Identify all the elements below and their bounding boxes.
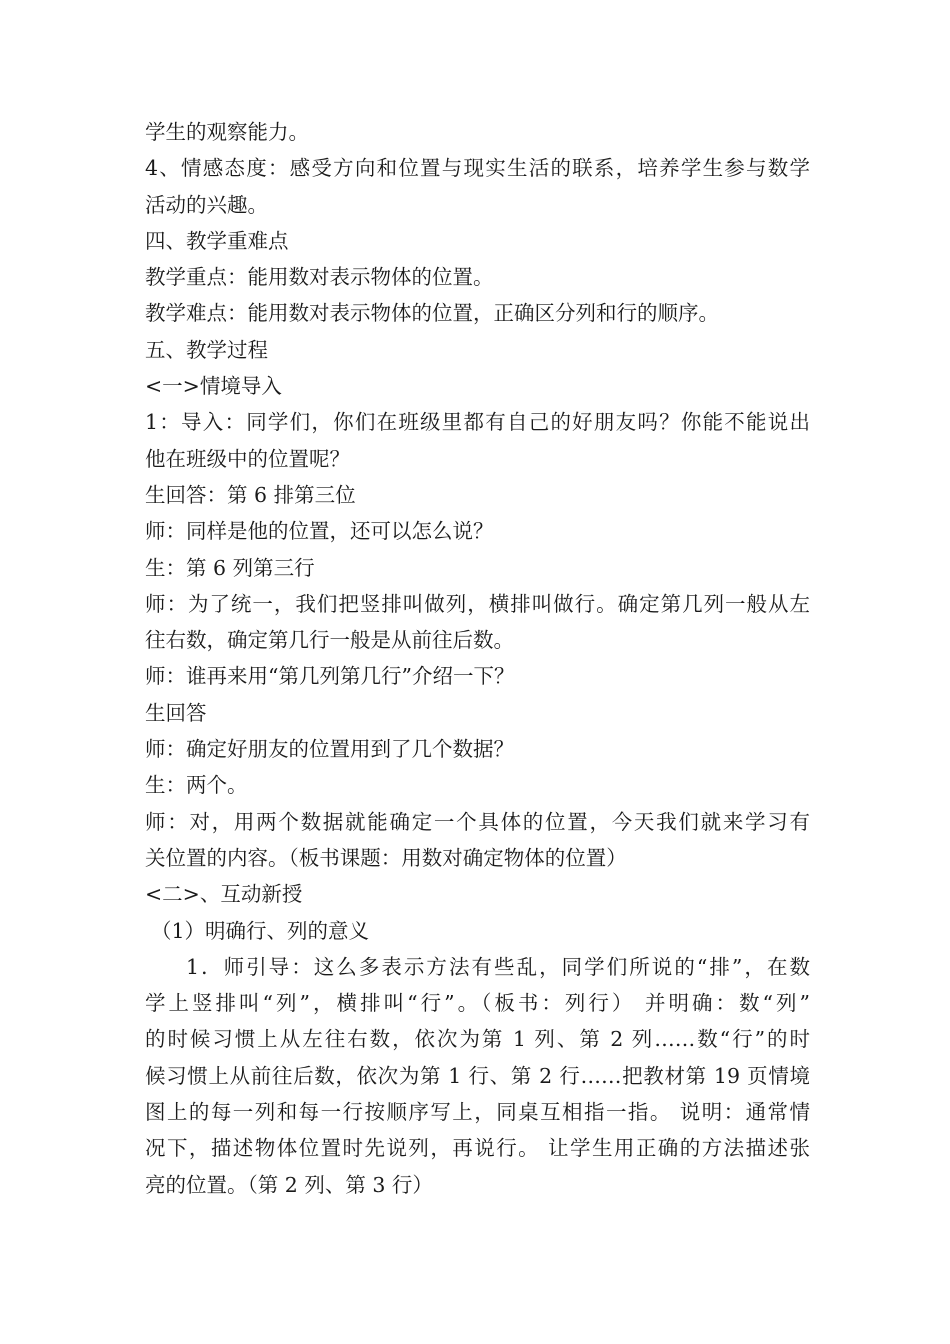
text-line: <一>情境导入 bbox=[145, 374, 282, 399]
text-line: 候习惯上从前往后数，依次为第 1 行、第 2 行……把教材第 19 页情境 bbox=[145, 1063, 810, 1088]
text-line: 学生的观察能力。 bbox=[145, 120, 309, 144]
text-line: 师：为了统一，我们把竖排叫做列，横排叫做行。确定第几列一般从左 bbox=[145, 591, 810, 616]
text-line: 往右数，确定第几行一般是从前往后数。 bbox=[145, 628, 514, 653]
text-line: 师：谁再来用“第几列第几行”介绍一下？ bbox=[145, 664, 515, 689]
text-line: <二>、互动新授 bbox=[145, 882, 303, 907]
document-body bbox=[145, 114, 810, 1203]
text-line: 1．师引导：这么多表示方法有些乱，同学们所说的“排”，在数 bbox=[186, 954, 810, 979]
text-line: 图上的每一列和每一行按顺序写上，同桌互相指一指。 说明：通常情 bbox=[145, 1100, 810, 1125]
text-line: 学上竖排叫“列”，横排叫“行”。（板书：列行） 并明确：数“列” bbox=[145, 991, 810, 1016]
text-line: 教学重点：能用数对表示物体的位置。 bbox=[145, 265, 494, 290]
text-line: 关位置的内容。（板书课题：用数对确定物体的位置） bbox=[145, 845, 627, 870]
text-line: 活动的兴趣。 bbox=[145, 192, 268, 217]
text-line: 师：同样是他的位置，还可以怎么说？ bbox=[145, 519, 494, 544]
text-line: 师：对，用两个数据就能确定一个具体的位置，今天我们就来学习有 bbox=[145, 809, 810, 834]
text-line: 五、教学过程 bbox=[145, 337, 268, 362]
text-line: 4、情感态度：感受方向和位置与现实生活的联系，培养学生参与数学 bbox=[145, 156, 810, 181]
text-line: 四、教学重难点 bbox=[145, 228, 289, 253]
text-line: 1：导入：同学们，你们在班级里都有自己的好朋友吗？你能不能说出 bbox=[145, 410, 810, 435]
text-line: 教学难点：能用数对表示物体的位置，正确区分列和行的顺序。 bbox=[145, 301, 719, 326]
text-line: 师：确定好朋友的位置用到了几个数据？ bbox=[145, 737, 514, 762]
text-line: （1）明确行、列的意义 bbox=[151, 918, 370, 943]
text-line: 的时候习惯上从左往右数，依次为第 1 列、第 2 列……数“行”的时 bbox=[145, 1027, 810, 1052]
text-line: 他在班级中的位置呢？ bbox=[145, 446, 350, 471]
text-line: 生回答 bbox=[145, 700, 207, 725]
text-line: 亮的位置。（第 2 列、第 3 行） bbox=[145, 1172, 433, 1197]
text-line: 生：第 6 列第三行 bbox=[145, 555, 315, 580]
text-line: 生回答：第 6 排第三位 bbox=[145, 482, 356, 507]
text-line: 况下，描述物体位置时先说列，再说行。 让学生用正确的方法描述张 bbox=[145, 1136, 810, 1161]
text-line: 生：两个。 bbox=[145, 773, 248, 798]
